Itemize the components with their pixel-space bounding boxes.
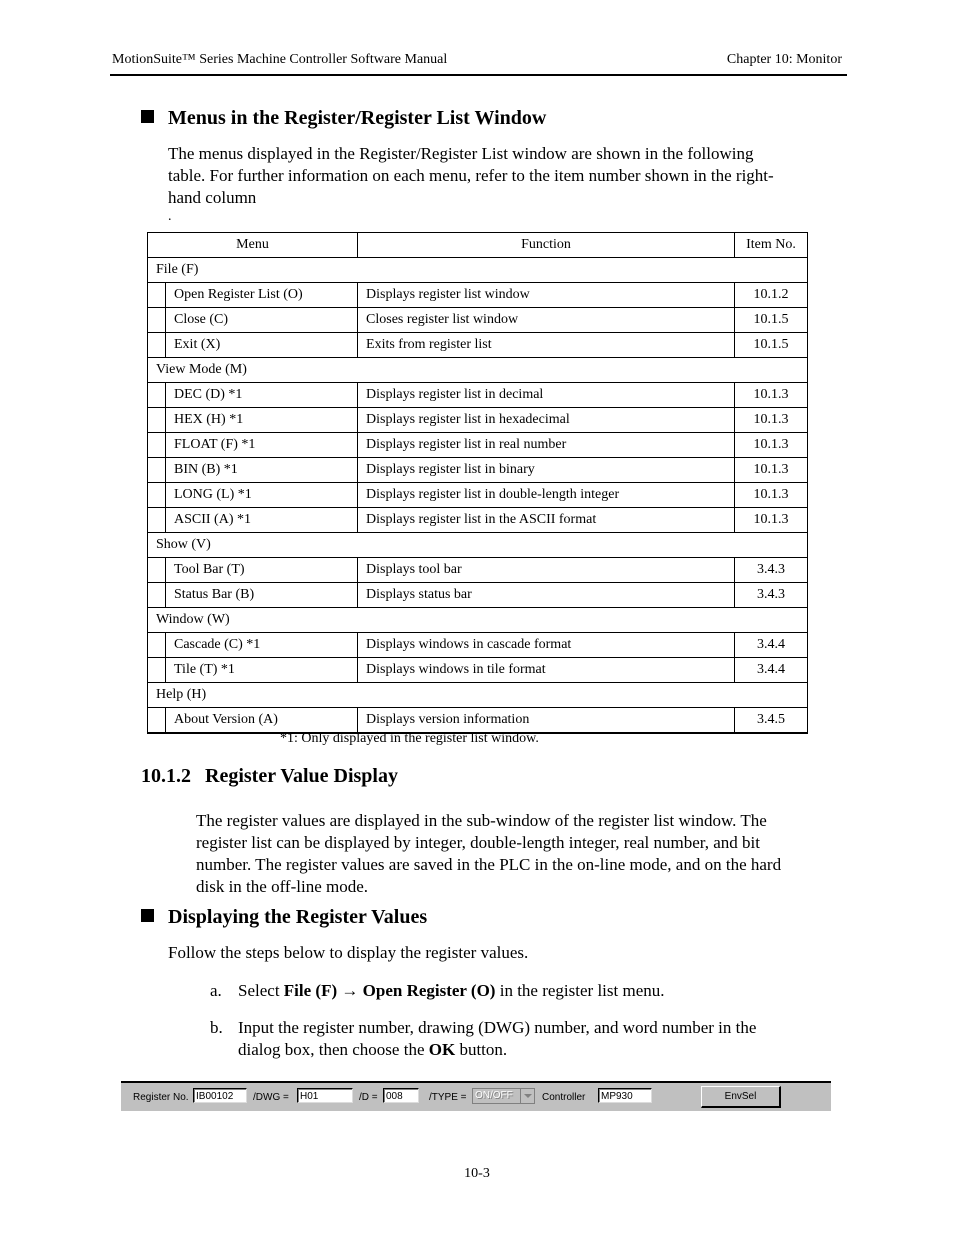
item-no-cell: 10.1.3 [735,483,808,508]
menu-cell: DEC (D) *1 [166,383,358,408]
type-label: /TYPE = [429,1092,467,1103]
section-title: Register Value Display [205,765,398,787]
item-no-cell: 10.1.2 [735,283,808,308]
menu-group-name: View Mode (M) [148,358,808,383]
dwg-label: /DWG = [253,1092,289,1103]
menu-cell: Cascade (C) *1 [166,633,358,658]
menus-intro: The menus displayed in the Register/Register List window are shown in the following table. For further information on each menu, refer to the item number shown in the right- hand column . [168,144,774,224]
displaying-values-heading: Displaying the Register Values [141,906,427,929]
indent-cell [148,383,166,408]
item-no-cell: 10.1.3 [735,508,808,533]
indent-cell [148,433,166,458]
function-cell: Displays windows in cascade format [358,633,735,658]
indent-cell [148,408,166,433]
table-footnote: *1: Only displayed in the register list window. [280,731,539,746]
function-cell: Displays register list in the ASCII format [358,508,735,533]
menu-table [147,232,808,734]
function-cell: Displays register list in double-length integer [358,483,735,508]
item-no-cell: 3.4.3 [735,583,808,608]
indent-cell [148,458,166,483]
item-no-cell: 10.1.3 [735,408,808,433]
indent-cell [148,708,166,734]
menu-group-row [148,608,808,633]
table-row [148,433,808,458]
indent-cell [148,283,166,308]
menu-cell: Tile (T) *1 [166,658,358,683]
table-row [148,283,808,308]
function-cell: Displays register list in binary [358,458,735,483]
item-no-cell: 3.4.5 [735,708,808,734]
function-cell: Displays tool bar [358,558,735,583]
menu-group-row [148,683,808,708]
function-cell: Displays status bar [358,583,735,608]
function-cell: Displays register list in hexadecimal [358,408,735,433]
indent-cell [148,508,166,533]
indent-cell [148,658,166,683]
header-item-no: Item No. [735,233,808,258]
item-no-cell: 10.1.3 [735,383,808,408]
table-row [148,458,808,483]
table-row [148,558,808,583]
menu-cell: Tool Bar (T) [166,558,358,583]
ok-ref: OK [428,1040,456,1059]
table-row [148,583,808,608]
table-row [148,508,808,533]
menu-group-row [148,258,808,283]
menu-group-row [148,358,808,383]
d-label: /D = [359,1092,378,1103]
function-cell: Displays register list in real number [358,433,735,458]
menu-file-ref: File (F) [283,981,338,1000]
item-no-cell: 10.1.3 [735,433,808,458]
chapter-title: Chapter 10: Monitor [726,52,842,67]
step-a-label: a. [210,981,222,1000]
register-no-label: Register No. [133,1092,189,1103]
indent-cell [148,633,166,658]
register-no-input[interactable]: IB00102 [193,1088,247,1103]
step-b-label: b. [210,1018,223,1037]
menu-cell: Exit (X) [166,333,358,358]
function-cell: Displays version information [358,708,735,734]
table-row [148,333,808,358]
item-no-cell: 10.1.5 [735,333,808,358]
item-no-cell: 10.1.5 [735,308,808,333]
function-cell: Closes register list window [358,308,735,333]
menu-cell: ASCII (A) *1 [166,508,358,533]
d-input[interactable]: 008 [383,1088,419,1103]
menu-cell: Status Bar (B) [166,583,358,608]
menu-cell: FLOAT (F) *1 [166,433,358,458]
table-row [148,308,808,333]
menu-group-name: Help (H) [148,683,808,708]
header-rule [110,74,847,76]
menu-cell: Close (C) [166,308,358,333]
page-number: 10-3 [464,1166,490,1181]
menus-heading: Menus in the Register/Register List Window [141,107,546,130]
menu-group-row [148,533,808,558]
menu-group-name: File (F) [148,258,808,283]
menu-cell: HEX (H) *1 [166,408,358,433]
menu-group-name: Window (W) [148,608,808,633]
controller-label: Controller [542,1092,586,1103]
step-b: b. Input the register number, drawing (DWG) number, and word number in the dialog box, then choose the OK button. [210,1018,757,1059]
square-bullet-icon [141,110,154,123]
menu-open-register-ref: Open Register (O) [362,981,496,1000]
type-select[interactable]: ON/OFF [472,1088,535,1104]
indent-cell [148,583,166,608]
menu-cell: BIN (B) *1 [166,458,358,483]
menu-cell: LONG (L) *1 [166,483,358,508]
table-row [148,408,808,433]
menu-group-name: Show (V) [148,533,808,558]
table-header-row [148,233,808,258]
item-no-cell: 10.1.3 [735,458,808,483]
menu-cell: About Version (A) [166,708,358,734]
dwg-input[interactable]: H01 [297,1088,353,1103]
controller-input[interactable]: MP930 [598,1088,652,1103]
item-no-cell: 3.4.3 [735,558,808,583]
indent-cell [148,333,166,358]
menu-cell: Open Register List (O) [166,283,358,308]
table-row [148,383,808,408]
function-cell: Displays register list window [358,283,735,308]
displaying-values-intro: Follow the steps below to display the register values. [168,943,529,962]
function-cell: Displays windows in tile format [358,658,735,683]
indent-cell [148,483,166,508]
register-value-paragraph: The register values are displayed in the sub-window of the register list window. The register list can be displayed by integer, double-length integer, real number, and bit number. The register values are saved in the PLC in the on-line mode, and on the hard disk in the off-line mode. [196,811,782,896]
step-a: a. Select File (F) → Open Register (O) in the register list menu. [210,981,665,1000]
register-toolbar [121,1081,831,1111]
header-function: Function [358,233,735,258]
table-row [148,633,808,658]
table-row [148,708,808,734]
table-row [148,658,808,683]
manual-title: MotionSuite™ Series Machine Controller Software Manual [112,52,448,67]
indent-cell [148,558,166,583]
item-no-cell: 3.4.4 [735,658,808,683]
menu-table-body [148,258,808,734]
function-cell: Displays register list in decimal [358,383,735,408]
envsel-button[interactable]: EnvSel [701,1086,781,1108]
function-cell: Exits from register list [358,333,735,358]
header-menu: Menu [148,233,358,258]
arrow-icon: → [337,981,363,1000]
indent-cell [148,308,166,333]
page-header [112,52,842,68]
square-bullet-icon [141,909,154,922]
table-row [148,483,808,508]
register-value-display-heading [141,765,398,788]
item-no-cell: 3.4.4 [735,633,808,658]
section-number: 10.1.2 [141,765,191,787]
chevron-down-icon[interactable] [520,1089,534,1103]
